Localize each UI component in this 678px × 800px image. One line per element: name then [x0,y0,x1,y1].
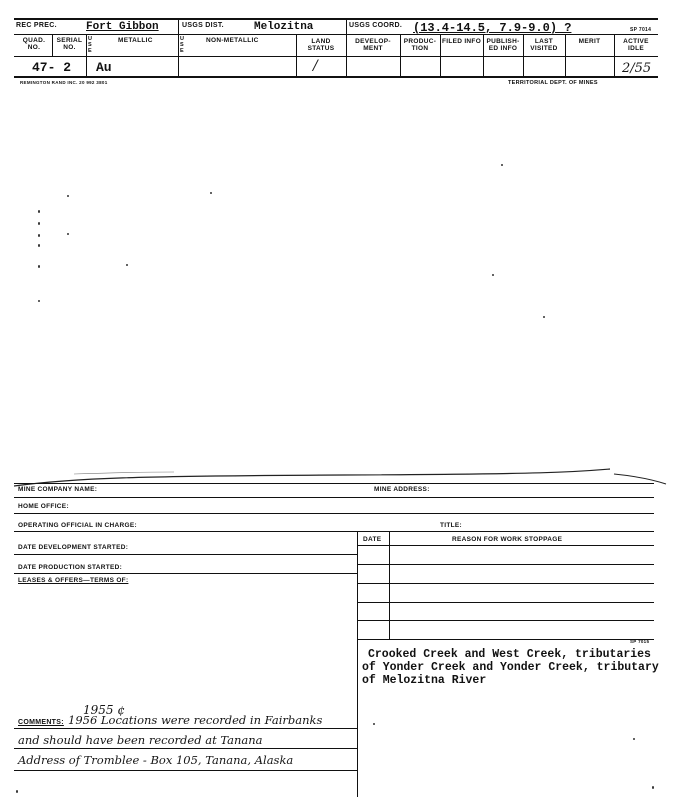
usgs-dist-label: USGS DIST. [182,22,224,29]
col-serial-no: SERIAL NO. [56,37,83,51]
printer-line: REMINGTON RAND INC. 20 992 3801 [20,80,108,85]
col-merit: MERIT [578,38,601,45]
comments-line-1: 1956 Locations were recorded in Fairbanks [68,713,323,727]
col-development: DEVELOP- MENT [355,38,391,52]
col-active-idle: ACTIVE IDLE [623,38,649,52]
home-office-label: HOME OFFICE: [18,503,69,510]
col-land-status: LAND STATUS [307,38,335,52]
scan-speck [373,723,375,725]
active-idle-value: 2/55 [622,61,652,76]
scan-speck [67,195,69,197]
rule [14,573,357,574]
bottom-form-number: SP 7015 [630,639,650,644]
col-published-info: PUBLISH- ED INFO [486,38,520,52]
comments-line-2: and should have been recorded at Tanana [18,733,263,747]
top-card-top-rule [14,18,658,20]
scan-speck [38,300,40,302]
col-non-metallic: NON-METALLIC [206,37,259,44]
rule [14,513,654,514]
operating-official-label: OPERATING OFFICIAL IN CHARGE: [18,522,137,529]
rule [14,748,357,749]
col-quad-no: QUAD. NO. [22,37,46,51]
top-divider [86,34,87,76]
col-production: PRODUC- TION [403,38,437,52]
usgs-coord-value: (13.4-14.5, 7.9-9.0) ? [413,21,572,35]
top-divider [178,18,179,76]
scan-speck [38,244,40,247]
mine-company-label: MINE COMPANY NAME: [18,486,98,493]
scan-speck [38,265,40,268]
bottom-center-divider [357,531,358,797]
scan-speck [492,274,494,276]
card-top-edge [14,466,668,490]
stoppage-rule [357,545,654,546]
rule [14,483,654,484]
usgs-dist-value: Melozitna [254,21,314,33]
scan-speck [126,264,128,266]
date-development-label: DATE DEVELOPMENT STARTED: [18,544,129,551]
scan-speck [652,786,654,789]
stoppage-rule [357,564,654,565]
col-use-nonmetallic: U S E [180,36,185,54]
col-filed-info: FILED INFO [441,38,482,45]
department-line: TERRITORIAL DEPT. OF MINES [508,80,598,86]
usgs-coord-label: USGS COORD. [349,22,403,29]
col-metallic: METALLIC [118,37,153,44]
scan-speck [633,738,635,740]
comments-correction: 1955 ¢ [83,703,125,717]
rule [14,554,357,555]
leases-offers-label: LEASES & OFFERS—TERMS OF: [18,577,129,584]
rec-prec-label: REC PREC. [16,22,57,29]
comments-label: COMMENTS: [18,719,64,726]
typed-note-line-2: of Yonder Creek and Yonder Creek, tributary [362,661,659,674]
stoppage-rule [357,602,654,603]
form-number: SP 7014 [630,27,652,33]
scan-speck [16,790,18,793]
col-use-metallic: U S E [88,36,93,54]
typed-note-line-3: of Melozitna River [362,674,487,687]
scan-speck [38,222,40,225]
stoppage-rule [357,583,654,584]
mine-address-label: MINE ADDRESS: [374,486,430,493]
stoppage-rule [357,620,654,621]
comments-line-3: Address of Tromblee - Box 105, Tanana, Alaska [18,753,294,767]
quad-serial-value: 47- 2 [32,60,72,75]
scan-speck [543,316,545,318]
stoppage-rule [357,639,654,640]
typed-note-line-1: Crooked Creek and West Creek, tributaries [368,648,651,661]
scan-speck [501,164,503,166]
stoppage-date-header: DATE [363,536,382,543]
rule [14,728,357,729]
rule [14,497,654,498]
scan-speck [38,210,40,213]
stoppage-reason-header: REASON FOR WORK STOPPAGE [452,536,563,543]
stoppage-divider [389,531,390,639]
date-production-label: DATE PRODUCTION STARTED: [18,564,123,571]
top-card-row-rule [14,56,658,57]
land-status-value: / [313,58,318,74]
scan-speck [210,192,212,194]
scan-speck [67,233,69,235]
rule [14,531,654,532]
title-label: TITLE: [440,522,463,529]
scan-speck [38,234,40,237]
col-last-visited: LAST VISITED [530,38,558,52]
top-card-bottom-rule [14,76,658,78]
rule [14,770,357,771]
rec-prec-value: Fort Gibbon [86,21,159,33]
metallic-value: Au [96,60,112,75]
